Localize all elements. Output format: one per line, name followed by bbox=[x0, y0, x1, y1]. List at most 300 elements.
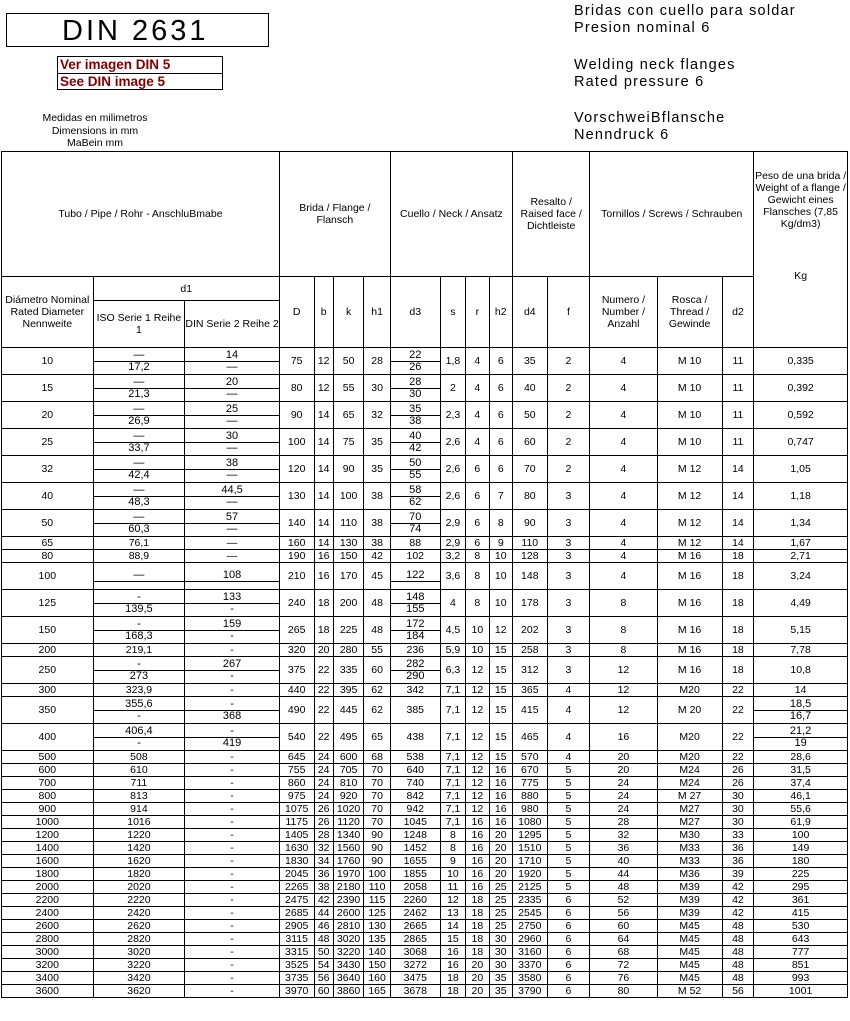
cell-d3 bbox=[390, 563, 440, 590]
cell-thread: M 12 bbox=[657, 537, 722, 550]
cell-D: 140 bbox=[279, 510, 314, 537]
cell-b: 34 bbox=[314, 855, 333, 868]
cell-kg: 1,05 bbox=[754, 456, 848, 483]
cell-din bbox=[185, 483, 280, 510]
cell-din: - bbox=[185, 751, 280, 764]
col-b: b bbox=[314, 277, 333, 348]
cell-s: 6,3 bbox=[440, 657, 465, 684]
cell-thread: M20 bbox=[657, 684, 722, 697]
cell-n: 72 bbox=[590, 959, 657, 972]
cell-dn: 700 bbox=[2, 777, 94, 790]
cell-thread: M 10 bbox=[657, 375, 722, 402]
cell-d2: 30 bbox=[722, 816, 754, 829]
cell-kg: 5,15 bbox=[754, 617, 848, 644]
cell-s: 12 bbox=[440, 894, 465, 907]
cell-n: 4 bbox=[590, 456, 657, 483]
cell-D: 320 bbox=[279, 644, 314, 657]
cell-s: 7,1 bbox=[440, 803, 465, 816]
cell-h1: 62 bbox=[364, 684, 390, 697]
cell-din: - bbox=[185, 959, 280, 972]
cell-f: 6 bbox=[547, 972, 590, 985]
cell-iso-line: 21,3 bbox=[128, 387, 150, 400]
cell-kg: 993 bbox=[754, 972, 848, 985]
cell-s: 7,1 bbox=[440, 777, 465, 790]
cell-thread: M45 bbox=[657, 933, 722, 946]
cell-n: 4 bbox=[590, 510, 657, 537]
table-row bbox=[2, 868, 848, 881]
cell-d3: 385 bbox=[390, 697, 440, 724]
cell-h1: 30 bbox=[364, 375, 390, 402]
cell-b: 22 bbox=[314, 657, 333, 684]
cell-r: 16 bbox=[466, 881, 489, 894]
cell-din: - bbox=[185, 855, 280, 868]
cell-din-line: - bbox=[185, 726, 279, 738]
cell-d4: 3790 bbox=[512, 985, 547, 998]
col-D: D bbox=[279, 277, 314, 348]
cell-din: — bbox=[185, 550, 280, 563]
cell-n: 64 bbox=[590, 933, 657, 946]
cell-D: 2905 bbox=[279, 920, 314, 933]
cell-b: 22 bbox=[314, 724, 333, 751]
cell-kg: 14 bbox=[754, 684, 848, 697]
cell-din-line: 30 bbox=[185, 431, 279, 443]
cell-D: 645 bbox=[279, 751, 314, 764]
cell-h2: 25 bbox=[489, 907, 512, 920]
cell-b: 22 bbox=[314, 684, 333, 697]
cell-s: 7,1 bbox=[440, 724, 465, 751]
cell-iso-line: 33,7 bbox=[128, 441, 150, 454]
cell-kg: 361 bbox=[754, 894, 848, 907]
cell-b: 46 bbox=[314, 920, 333, 933]
cell-d3-line: 184 bbox=[406, 629, 425, 642]
cell-kg: 31,5 bbox=[754, 764, 848, 777]
cell-d2: 22 bbox=[722, 697, 754, 724]
cell-kg: 55,6 bbox=[754, 803, 848, 816]
cell-s: 7,1 bbox=[440, 816, 465, 829]
cell-f: 3 bbox=[547, 483, 590, 510]
cell-kg-line: 16,7 bbox=[789, 709, 812, 722]
title-es: Bridas con cuello para soldar bbox=[574, 3, 796, 19]
cell-d2: 18 bbox=[722, 550, 754, 563]
cell-d3: 538 bbox=[390, 751, 440, 764]
cell-k: 2180 bbox=[333, 881, 364, 894]
cell-d2: 56 bbox=[722, 985, 754, 998]
cell-kg: 225 bbox=[754, 868, 848, 881]
cell-iso: 76,1 bbox=[93, 537, 185, 550]
cell-b: 16 bbox=[314, 550, 333, 563]
cell-k: 1760 bbox=[333, 855, 364, 868]
cell-n: 12 bbox=[590, 657, 657, 684]
cell-k: 130 bbox=[333, 537, 364, 550]
cell-f: 3 bbox=[547, 617, 590, 644]
cell-d2: 30 bbox=[722, 790, 754, 803]
cell-b: 38 bbox=[314, 881, 333, 894]
ver-imagen-link[interactable]: Ver imagen DIN 5 bbox=[58, 57, 222, 74]
cell-f: 6 bbox=[547, 933, 590, 946]
cell-din-line: — bbox=[226, 360, 238, 373]
cell-kg: 1,18 bbox=[754, 483, 848, 510]
cell-h1: 90 bbox=[364, 829, 390, 842]
cell-f: 6 bbox=[547, 907, 590, 920]
cell-d3-line: 26 bbox=[409, 360, 422, 373]
cell-D: 160 bbox=[279, 537, 314, 550]
cell-dn: 800 bbox=[2, 790, 94, 803]
cell-thread: M20 bbox=[657, 724, 722, 751]
cell-D: 375 bbox=[279, 657, 314, 684]
pressure-de: Nenndruck 6 bbox=[574, 127, 670, 143]
cell-d3: 2865 bbox=[390, 933, 440, 946]
cell-b: 14 bbox=[314, 456, 333, 483]
cell-iso: 3420 bbox=[93, 972, 185, 985]
cell-h2: 15 bbox=[489, 644, 512, 657]
cell-din bbox=[185, 697, 280, 724]
cell-d2: 11 bbox=[722, 375, 754, 402]
peso-header bbox=[754, 152, 848, 348]
cell-s: 2,9 bbox=[440, 537, 465, 550]
cell-D: 440 bbox=[279, 684, 314, 697]
cell-iso-line: 168,3 bbox=[125, 629, 153, 642]
cell-h2: 9 bbox=[489, 537, 512, 550]
cell-d4: 2960 bbox=[512, 933, 547, 946]
cell-D: 860 bbox=[279, 777, 314, 790]
cell-h2: 6 bbox=[489, 456, 512, 483]
rosca-header: Rosca / Thread / Gewinde bbox=[657, 277, 722, 348]
cell-iso-line: — bbox=[94, 570, 185, 582]
cell-s: 1,8 bbox=[440, 348, 465, 375]
table-row bbox=[2, 842, 848, 855]
cell-h1: 130 bbox=[364, 920, 390, 933]
cell-d4: 880 bbox=[512, 790, 547, 803]
cell-D: 3115 bbox=[279, 933, 314, 946]
cell-d3: 2260 bbox=[390, 894, 440, 907]
cell-s: 7,1 bbox=[440, 764, 465, 777]
cell-d4: 1510 bbox=[512, 842, 547, 855]
cell-h1: 62 bbox=[364, 697, 390, 724]
cell-k: 1340 bbox=[333, 829, 364, 842]
cell-D: 120 bbox=[279, 456, 314, 483]
cell-d2: 14 bbox=[722, 537, 754, 550]
table-row bbox=[2, 724, 848, 751]
cell-f: 3 bbox=[547, 644, 590, 657]
cell-r: 16 bbox=[466, 855, 489, 868]
cell-iso: 323,9 bbox=[93, 684, 185, 697]
cell-kg bbox=[754, 697, 848, 724]
table-row bbox=[2, 907, 848, 920]
cell-kg: 0,335 bbox=[754, 348, 848, 375]
table-row bbox=[2, 894, 848, 907]
cell-k: 280 bbox=[333, 644, 364, 657]
cell-iso-line: 60,3 bbox=[128, 522, 150, 535]
cell-d3-line: 155 bbox=[406, 602, 425, 615]
cell-din bbox=[185, 590, 280, 617]
cell-r: 10 bbox=[466, 617, 489, 644]
cell-dn: 1600 bbox=[2, 855, 94, 868]
cell-kg: 2,71 bbox=[754, 550, 848, 563]
cell-iso bbox=[93, 563, 185, 590]
cell-n: 24 bbox=[590, 790, 657, 803]
cell-din: - bbox=[185, 790, 280, 803]
cell-n: 20 bbox=[590, 764, 657, 777]
cell-kg: 643 bbox=[754, 933, 848, 946]
cell-d3-line: 62 bbox=[409, 495, 422, 508]
cell-iso-line: 355,6 bbox=[94, 699, 185, 711]
cell-f: 2 bbox=[547, 375, 590, 402]
cell-f: 3 bbox=[547, 563, 590, 590]
cell-din-line: 57 bbox=[185, 512, 279, 524]
cell-k: 395 bbox=[333, 684, 364, 697]
cell-iso-line: 273 bbox=[129, 669, 149, 682]
cell-din-line: — bbox=[226, 468, 238, 481]
cell-h1: 70 bbox=[364, 790, 390, 803]
cell-s: 3,2 bbox=[440, 550, 465, 563]
cell-f: 2 bbox=[547, 456, 590, 483]
cell-dn: 125 bbox=[2, 590, 94, 617]
cell-iso: 914 bbox=[93, 803, 185, 816]
cell-d3: 1452 bbox=[390, 842, 440, 855]
cell-d4: 2750 bbox=[512, 920, 547, 933]
cell-iso bbox=[93, 402, 185, 429]
cell-iso-line: 139,5 bbox=[125, 602, 153, 615]
cell-din bbox=[185, 510, 280, 537]
cell-iso-line: — bbox=[94, 512, 185, 524]
cell-n: 76 bbox=[590, 972, 657, 985]
cell-h2: 6 bbox=[489, 429, 512, 456]
table-row bbox=[2, 764, 848, 777]
cell-b: 14 bbox=[314, 510, 333, 537]
cell-r: 12 bbox=[466, 803, 489, 816]
cell-b: 14 bbox=[314, 537, 333, 550]
cell-d3: 3068 bbox=[390, 946, 440, 959]
cell-thread: M45 bbox=[657, 946, 722, 959]
cell-d4: 1920 bbox=[512, 868, 547, 881]
table-row bbox=[2, 402, 848, 429]
cell-d2: 18 bbox=[722, 644, 754, 657]
cell-iso bbox=[93, 697, 185, 724]
cell-d2: 26 bbox=[722, 764, 754, 777]
cell-r: 18 bbox=[466, 894, 489, 907]
cell-d2: 26 bbox=[722, 777, 754, 790]
cell-n: 8 bbox=[590, 644, 657, 657]
cell-d4: 415 bbox=[512, 697, 547, 724]
table-row bbox=[2, 590, 848, 617]
cell-d4: 3370 bbox=[512, 959, 547, 972]
cell-d2: 48 bbox=[722, 920, 754, 933]
cell-k: 3640 bbox=[333, 972, 364, 985]
cell-iso: 88,9 bbox=[93, 550, 185, 563]
cell-d4: 312 bbox=[512, 657, 547, 684]
cell-kg: 1001 bbox=[754, 985, 848, 998]
cell-h2: 20 bbox=[489, 829, 512, 842]
cell-d3 bbox=[390, 456, 440, 483]
cell-thread: M24 bbox=[657, 764, 722, 777]
cell-k: 55 bbox=[333, 375, 364, 402]
cell-b: 12 bbox=[314, 375, 333, 402]
cell-d2: 22 bbox=[722, 751, 754, 764]
cell-thread: M 16 bbox=[657, 550, 722, 563]
cell-D: 3525 bbox=[279, 959, 314, 972]
cell-kg: 1,34 bbox=[754, 510, 848, 537]
cell-iso: 2420 bbox=[93, 907, 185, 920]
cell-d4: 80 bbox=[512, 483, 547, 510]
see-image-link[interactable]: See DIN image 5 bbox=[60, 74, 166, 89]
table-row bbox=[2, 684, 848, 697]
cell-thread: M39 bbox=[657, 907, 722, 920]
cell-h1: 115 bbox=[364, 894, 390, 907]
cell-dn: 250 bbox=[2, 657, 94, 684]
cell-h2: 35 bbox=[489, 985, 512, 998]
table-row bbox=[2, 510, 848, 537]
cell-dn: 40 bbox=[2, 483, 94, 510]
cell-thread: M 16 bbox=[657, 617, 722, 644]
cell-d3-line: 38 bbox=[409, 414, 422, 427]
cell-d3: 102 bbox=[390, 550, 440, 563]
cell-thread: M45 bbox=[657, 959, 722, 972]
cell-din bbox=[185, 348, 280, 375]
cell-n: 4 bbox=[590, 429, 657, 456]
cell-kg-line: 21,2 bbox=[754, 726, 847, 738]
cell-s: 11 bbox=[440, 881, 465, 894]
cell-k: 90 bbox=[333, 456, 364, 483]
cell-n: 60 bbox=[590, 920, 657, 933]
cell-r: 4 bbox=[466, 402, 489, 429]
table-row bbox=[2, 829, 848, 842]
cell-dn: 15 bbox=[2, 375, 94, 402]
cell-d4: 70 bbox=[512, 456, 547, 483]
cell-d3 bbox=[390, 657, 440, 684]
cell-thread: M39 bbox=[657, 881, 722, 894]
cell-thread: M20 bbox=[657, 751, 722, 764]
cell-dn: 900 bbox=[2, 803, 94, 816]
cell-iso-line: - bbox=[94, 592, 185, 604]
cell-s: 2,6 bbox=[440, 456, 465, 483]
cell-r: 18 bbox=[466, 933, 489, 946]
cell-h2: 10 bbox=[489, 563, 512, 590]
cell-h2: 30 bbox=[489, 959, 512, 972]
cell-b: 54 bbox=[314, 959, 333, 972]
cell-din-line: 267 bbox=[185, 659, 279, 671]
cell-iso: 813 bbox=[93, 790, 185, 803]
cell-h1: 32 bbox=[364, 402, 390, 429]
cell-d3: 3678 bbox=[390, 985, 440, 998]
cell-thread: M 16 bbox=[657, 657, 722, 684]
cell-D: 130 bbox=[279, 483, 314, 510]
cell-d4: 2335 bbox=[512, 894, 547, 907]
cell-d2: 14 bbox=[722, 510, 754, 537]
cell-d3: 3475 bbox=[390, 972, 440, 985]
cell-d2: 36 bbox=[722, 842, 754, 855]
cuello-header: Cuello / Neck / Ansatz bbox=[390, 152, 512, 277]
cell-r: 12 bbox=[466, 724, 489, 751]
cell-r: 12 bbox=[466, 657, 489, 684]
cell-dn: 400 bbox=[2, 724, 94, 751]
cell-D: 3315 bbox=[279, 946, 314, 959]
table-row bbox=[2, 881, 848, 894]
cell-din: - bbox=[185, 777, 280, 790]
cell-dn: 2200 bbox=[2, 894, 94, 907]
cell-din-line: 368 bbox=[222, 709, 242, 722]
cell-b: 26 bbox=[314, 816, 333, 829]
cell-n: 4 bbox=[590, 483, 657, 510]
cell-thread: M 52 bbox=[657, 985, 722, 998]
table-row bbox=[2, 816, 848, 829]
table-row bbox=[2, 429, 848, 456]
cell-h1: 150 bbox=[364, 959, 390, 972]
cell-D: 100 bbox=[279, 429, 314, 456]
cell-h2: 35 bbox=[489, 972, 512, 985]
cell-D: 1075 bbox=[279, 803, 314, 816]
cell-n: 8 bbox=[590, 590, 657, 617]
cell-k: 1120 bbox=[333, 816, 364, 829]
cell-kg: 37,4 bbox=[754, 777, 848, 790]
cell-d3-line: 22 bbox=[391, 350, 440, 362]
cell-f: 4 bbox=[547, 684, 590, 697]
cell-d3-line: 55 bbox=[409, 468, 422, 481]
cell-dn: 32 bbox=[2, 456, 94, 483]
cell-r: 8 bbox=[466, 550, 489, 563]
cell-d3-line: 30 bbox=[409, 387, 422, 400]
cell-D: 540 bbox=[279, 724, 314, 751]
cell-iso bbox=[93, 510, 185, 537]
cell-iso bbox=[93, 617, 185, 644]
cell-s: 8 bbox=[440, 842, 465, 855]
cell-k: 50 bbox=[333, 348, 364, 375]
cell-kg: 3,24 bbox=[754, 563, 848, 590]
cell-k: 705 bbox=[333, 764, 364, 777]
cell-thread: M 16 bbox=[657, 590, 722, 617]
cell-k: 65 bbox=[333, 402, 364, 429]
units-note bbox=[20, 112, 170, 150]
cell-h2: 15 bbox=[489, 724, 512, 751]
cell-s: 18 bbox=[440, 972, 465, 985]
cell-h2: 10 bbox=[489, 590, 512, 617]
cell-d3: 3272 bbox=[390, 959, 440, 972]
cell-din: - bbox=[185, 972, 280, 985]
cell-thread: M 16 bbox=[657, 563, 722, 590]
cell-thread: M39 bbox=[657, 894, 722, 907]
cell-h2: 30 bbox=[489, 933, 512, 946]
table-row bbox=[2, 563, 848, 590]
cell-s: 16 bbox=[440, 946, 465, 959]
cell-b: 48 bbox=[314, 933, 333, 946]
cell-kg-line: 19 bbox=[794, 736, 807, 749]
cell-h2: 12 bbox=[489, 617, 512, 644]
cell-din: - bbox=[185, 684, 280, 697]
cell-s: 2,6 bbox=[440, 483, 465, 510]
cell-d2: 36 bbox=[722, 855, 754, 868]
table-row bbox=[2, 348, 848, 375]
cell-din-line: 108 bbox=[185, 570, 279, 582]
cell-iso-line: — bbox=[94, 350, 185, 362]
cell-h2: 6 bbox=[489, 402, 512, 429]
cell-h2: 25 bbox=[489, 881, 512, 894]
cell-din: - bbox=[185, 894, 280, 907]
cell-h2: 25 bbox=[489, 894, 512, 907]
cell-d2: 18 bbox=[722, 657, 754, 684]
cell-d3-line: 290 bbox=[406, 669, 425, 682]
cell-h2: 15 bbox=[489, 657, 512, 684]
cell-d4: 775 bbox=[512, 777, 547, 790]
cell-k: 3860 bbox=[333, 985, 364, 998]
cell-iso-line: — bbox=[94, 377, 185, 389]
units-line: MaBein mm bbox=[66, 137, 123, 149]
cell-d2: 48 bbox=[722, 933, 754, 946]
cell-iso: 3620 bbox=[93, 985, 185, 998]
cell-k: 2810 bbox=[333, 920, 364, 933]
cell-iso: 2020 bbox=[93, 881, 185, 894]
cell-d4: 202 bbox=[512, 617, 547, 644]
cell-dn: 200 bbox=[2, 644, 94, 657]
cell-D: 1830 bbox=[279, 855, 314, 868]
